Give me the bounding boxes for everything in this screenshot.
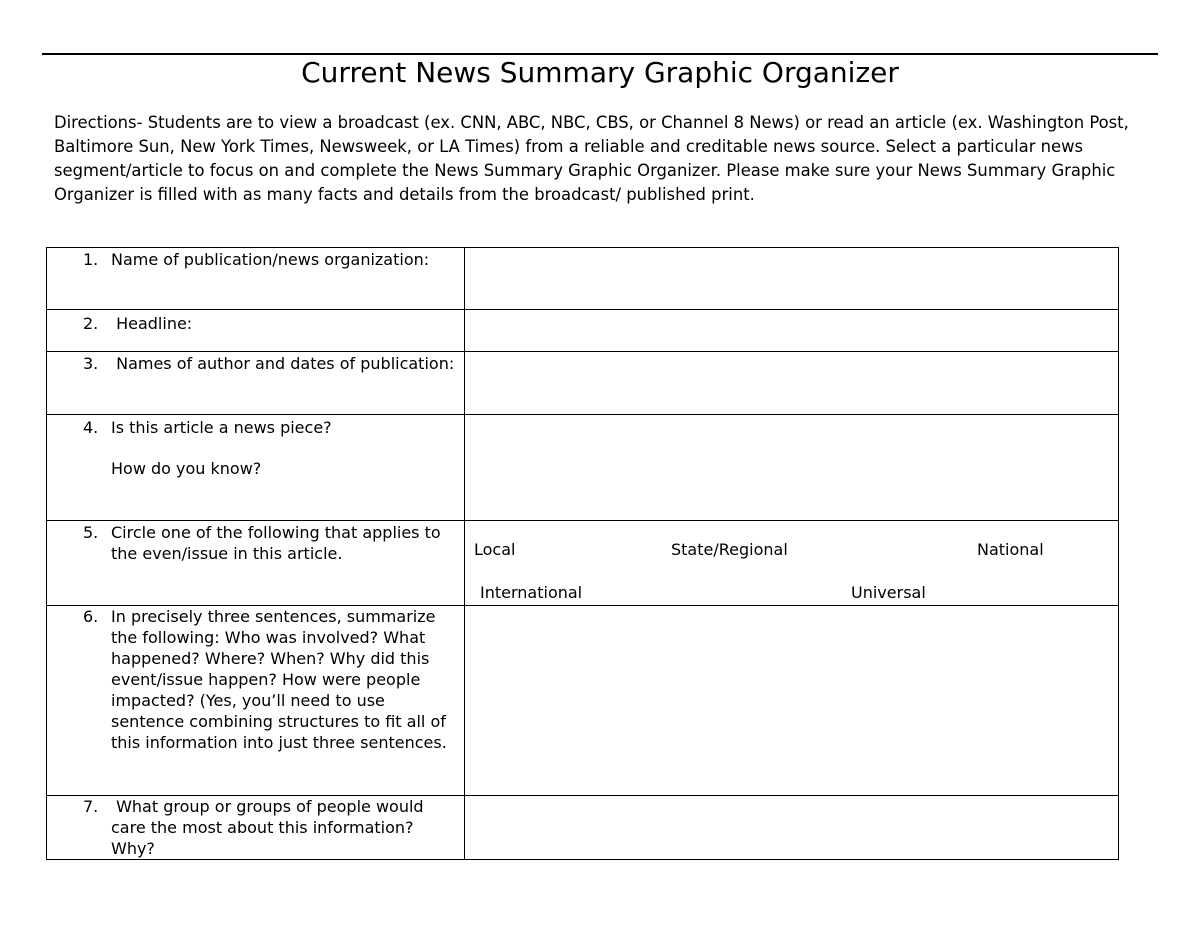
question-text: What group or groups of people would care the most about this information? Why? <box>111 797 429 858</box>
organizer-table <box>46 247 1119 860</box>
question-number: 2. <box>83 314 99 333</box>
option-national[interactable]: National <box>977 540 1044 559</box>
question-cell <box>47 606 465 796</box>
question-cell <box>47 352 465 415</box>
top-rule <box>42 53 1158 55</box>
table-row <box>47 248 1119 310</box>
question-text: Name of publication/news organization: <box>111 250 430 269</box>
question-number: 7. <box>83 797 99 816</box>
question-subtext: How do you know? <box>111 459 262 478</box>
question-text: Is this article a news piece? <box>111 418 332 437</box>
table-row <box>47 521 1119 606</box>
question-number: 4. <box>83 418 99 437</box>
question-cell <box>47 248 465 310</box>
answer-field[interactable] <box>465 796 1119 860</box>
question-cell <box>47 310 465 352</box>
question-text: Names of author and dates of publication: <box>111 354 455 373</box>
answer-field[interactable] <box>465 248 1119 310</box>
answer-field[interactable] <box>465 310 1119 352</box>
table-row <box>47 310 1119 352</box>
question-text: Circle one of the following that applies to the even/issue in this article. <box>111 523 441 563</box>
question-cell <box>47 796 465 860</box>
table-row <box>47 415 1119 521</box>
answer-field[interactable] <box>465 606 1119 796</box>
question-number: 5. <box>83 523 99 542</box>
scope-options-cell <box>465 521 1119 606</box>
answer-field[interactable] <box>465 352 1119 415</box>
question-cell <box>47 415 465 521</box>
question-number: 6. <box>83 607 99 626</box>
option-universal[interactable]: Universal <box>851 583 926 602</box>
table-row <box>47 796 1119 860</box>
table-row <box>47 352 1119 415</box>
option-international[interactable]: International <box>480 583 583 602</box>
option-local[interactable]: Local <box>474 540 516 559</box>
question-number: 1. <box>83 250 99 269</box>
question-text: Headline: <box>111 314 193 333</box>
option-state-regional[interactable]: State/Regional <box>671 540 788 559</box>
page-title: Current News Summary Graphic Organizer <box>301 56 899 89</box>
question-number: 3. <box>83 354 99 373</box>
directions-text: Directions- Students are to view a broadcast (ex. CNN, ABC, NBC, CBS, or Channel 8 News) or read an article (ex. Washington Post, Baltimore Sun, New York Times, Newsweek, or LA Times) from a reliable and creditable news source. Select a particular news segment/article to focus on and complete the News Summary Graphic Organizer. Please make sure your News Summary Graphic Organizer is filled with as many facts and details from the broadcast/ published print. <box>54 113 1129 204</box>
question-text: In precisely three sentences, summarize the following: Who was involved? What happened? Where? When? Why did this event/issue happen? How were people impacted? (Yes, you’ll need to use sentence combining structures to fit all of this information into just three sentences. <box>111 607 447 752</box>
table-row <box>47 606 1119 796</box>
answer-field[interactable] <box>465 415 1119 521</box>
question-cell <box>47 521 465 606</box>
